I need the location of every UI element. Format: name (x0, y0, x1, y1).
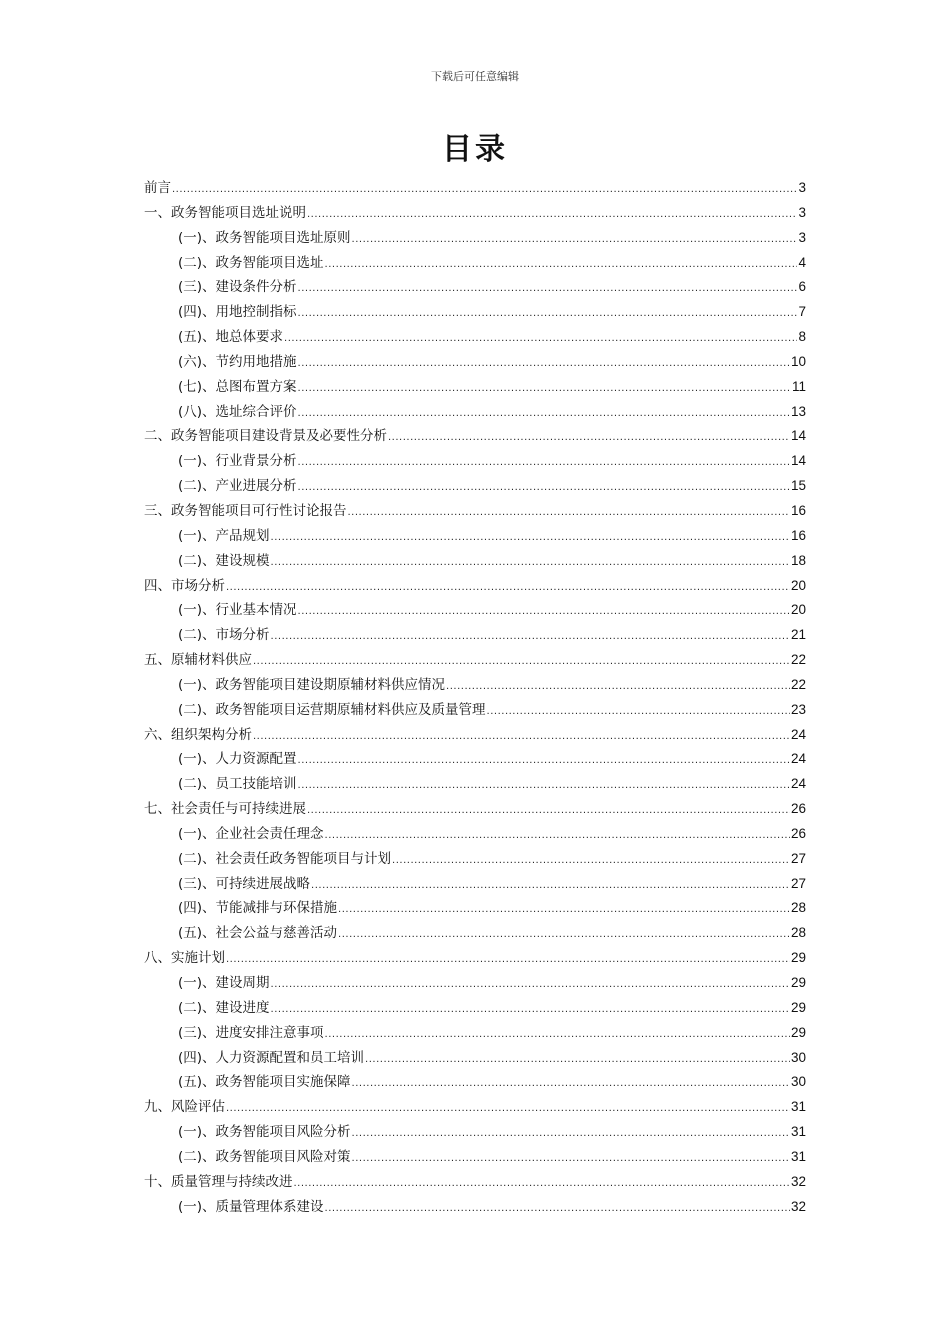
toc-page-number: 18 (790, 552, 806, 568)
toc-page-number: 20 (790, 602, 806, 618)
toc-page-number: 14 (790, 453, 806, 469)
toc-dot-leader (226, 1097, 790, 1122)
toc-entry-title: (二)、建设进度 (178, 999, 270, 1016)
toc-page-number: 32 (790, 1198, 806, 1214)
toc-entry-title: (二)、建设规模 (178, 552, 270, 569)
toc-page-number: 13 (790, 403, 806, 419)
toc-entry-title: (四)、人力资源配置和员工培训 (178, 1049, 365, 1066)
toc-page-number: 15 (790, 478, 806, 494)
toc-entry[interactable] (144, 1145, 806, 1170)
toc-dot-leader (487, 700, 790, 725)
toc-dot-leader (294, 1172, 790, 1197)
toc-entry[interactable] (144, 201, 806, 226)
toc-entry-title: (二)、产业进展分析 (178, 478, 297, 495)
toc-entry[interactable] (144, 723, 806, 748)
toc-entry-title: (一)、行业背景分析 (178, 453, 297, 470)
toc-page-number: 30 (790, 1074, 806, 1090)
toc-entry-title: (六)、节约用地措施 (178, 353, 297, 370)
toc-page-number: 27 (790, 850, 806, 866)
toc-entry[interactable] (144, 946, 806, 971)
toc-entry[interactable] (144, 971, 806, 996)
toc-dot-leader (348, 501, 790, 526)
toc-entry-title: (二)、社会责任政务智能项目与计划 (178, 850, 392, 867)
toc-page-number: 31 (790, 1124, 806, 1140)
toc-entry[interactable] (144, 325, 806, 350)
toc-dot-leader (352, 1122, 790, 1147)
toc-dot-leader (298, 402, 790, 427)
toc-entry[interactable] (144, 1170, 806, 1195)
toc-entry[interactable] (144, 549, 806, 574)
toc-page-number: 3 (798, 180, 806, 195)
toc-page-number: 4 (798, 254, 806, 270)
toc-page-number: 22 (790, 652, 806, 668)
toc-entry[interactable] (144, 598, 806, 623)
toc-page-number: 14 (790, 428, 806, 444)
toc-entry[interactable] (144, 1195, 806, 1220)
toc-entry[interactable] (144, 449, 806, 474)
toc-entry-title: (一)、政务智能项目风险分析 (178, 1124, 351, 1141)
toc-dot-leader (271, 998, 790, 1023)
toc-page-number: 31 (790, 1099, 806, 1115)
toc-dot-leader (298, 600, 790, 625)
toc-title: 目录 (442, 132, 508, 167)
toc-dot-leader (284, 327, 797, 352)
toc-dot-leader (298, 377, 791, 402)
toc-page-number: 16 (790, 527, 806, 543)
toc-entry[interactable] (144, 1070, 806, 1095)
toc-page-number: 3 (798, 204, 806, 220)
toc-entry-title: (一)、行业基本情况 (178, 602, 297, 619)
toc-entry[interactable] (144, 896, 806, 921)
toc-page-number: 10 (790, 353, 806, 369)
toc-entry[interactable] (144, 226, 806, 251)
toc-entry-title: (三)、建设条件分析 (178, 279, 297, 296)
toc-page-number: 7 (798, 304, 806, 320)
toc-entry-title: (一)、政务智能项目建设期原辅材料供应情况 (178, 676, 446, 693)
toc-entry[interactable] (144, 673, 806, 698)
toc-dot-leader (325, 253, 798, 278)
toc-dot-leader (338, 898, 790, 923)
toc-page-number: 6 (798, 279, 806, 295)
toc-entry-title: 一、政务智能项目选址说明 (144, 204, 306, 221)
toc-page-number: 32 (790, 1173, 806, 1189)
toc-page-number: 26 (790, 825, 806, 841)
toc-entry-title: (一)、质量管理体系建设 (178, 1198, 324, 1215)
toc-dot-leader (325, 1023, 790, 1048)
toc-entry[interactable] (144, 474, 806, 499)
toc-entry[interactable] (144, 275, 806, 300)
toc-entry[interactable] (144, 1021, 806, 1046)
toc-page-number: 20 (790, 577, 806, 593)
toc-page-number: 29 (790, 999, 806, 1015)
toc-dot-leader (352, 1072, 790, 1097)
toc-dot-leader (226, 576, 790, 601)
toc-entry-title: 七、社会责任与可持续进展 (144, 801, 306, 818)
toc-dot-leader (172, 178, 797, 203)
toc-entry[interactable] (144, 772, 806, 797)
toc-dot-leader (365, 1048, 790, 1073)
toc-page-number: 8 (798, 329, 806, 345)
toc-entry-title: (一)、政务智能项目选址原则 (178, 229, 351, 246)
toc-entry-title: 九、风险评估 (144, 1099, 225, 1116)
toc-entry[interactable] (144, 747, 806, 772)
toc-entry[interactable] (144, 375, 806, 400)
toc-dot-leader (325, 1197, 790, 1222)
toc-dot-leader (307, 799, 790, 824)
toc-page-number: 3 (798, 229, 806, 245)
toc-entry[interactable] (144, 424, 806, 449)
toc-page-number: 31 (790, 1148, 806, 1164)
toc-entry[interactable] (144, 648, 806, 673)
toc-page-number: 11 (791, 378, 806, 394)
toc-dot-leader (271, 625, 790, 650)
toc-entry-title: (一)、人力资源配置 (178, 751, 297, 768)
toc-dot-leader (271, 551, 790, 576)
toc-page-number: 29 (790, 1024, 806, 1040)
toc-dot-leader (392, 849, 790, 874)
toc-entry-title: 二、政务智能项目建设背景及必要性分析 (144, 428, 387, 445)
toc-entry-title: (三)、进度安排注意事项 (178, 1024, 324, 1041)
toc-page-number: 26 (790, 801, 806, 817)
toc-entry[interactable] (144, 623, 806, 648)
toc-dot-leader (298, 302, 798, 327)
toc-entry[interactable] (144, 872, 806, 897)
toc-entry[interactable] (144, 921, 806, 946)
toc-page-number: 24 (790, 776, 806, 792)
toc-entry[interactable] (144, 574, 806, 599)
toc-entry[interactable] (144, 698, 806, 723)
toc-entry-title: 前言 (144, 180, 171, 196)
toc-entry[interactable] (144, 822, 806, 847)
toc-page-number: 28 (790, 925, 806, 941)
toc-entry-title: (一)、产品规划 (178, 527, 270, 544)
toc-dot-leader (298, 451, 790, 476)
toc-dot-leader (271, 973, 790, 998)
toc-entry-title: (一)、建设周期 (178, 975, 270, 991)
toc-entry[interactable] (144, 499, 806, 524)
toc-entry-title: (二)、市场分析 (178, 627, 270, 644)
toc-dot-leader (388, 426, 790, 451)
toc-entry-title: (二)、政务智能项目选址 (178, 254, 324, 271)
toc-entry-title: (二)、员工技能培训 (178, 776, 297, 793)
toc-page-number: 16 (790, 502, 806, 518)
table-of-contents (144, 176, 806, 1219)
toc-entry-title: (三)、可持续进展战略 (178, 875, 311, 892)
toc-entry-title: (二)、政务智能项目运营期原辅材料供应及质量管理 (178, 701, 486, 718)
toc-entry-title: (七)、总图布置方案 (178, 378, 297, 395)
toc-entry[interactable] (144, 300, 806, 325)
toc-entry[interactable] (144, 996, 806, 1021)
toc-dot-leader (298, 277, 798, 302)
toc-dot-leader (298, 774, 790, 799)
toc-dot-leader (298, 476, 790, 501)
toc-entry[interactable] (144, 797, 806, 822)
toc-entry[interactable] (144, 251, 806, 276)
toc-dot-leader (307, 203, 797, 228)
toc-entry[interactable] (144, 176, 806, 201)
toc-dot-leader (311, 874, 790, 899)
toc-page-number: 21 (790, 627, 806, 643)
toc-dot-leader (298, 749, 790, 774)
toc-page-number: 27 (790, 875, 806, 891)
toc-entry-title: 四、市场分析 (144, 577, 225, 594)
toc-entry-title: (二)、政务智能项目风险对策 (178, 1148, 351, 1165)
toc-entry-title: 三、政务智能项目可行性讨论报告 (144, 502, 347, 519)
toc-entry-title: (一)、企业社会责任理念 (178, 825, 324, 842)
toc-dot-leader (352, 1147, 790, 1172)
toc-dot-leader (226, 948, 790, 973)
toc-entry-title: 五、原辅材料供应 (144, 652, 252, 669)
toc-entry[interactable] (144, 1095, 806, 1120)
toc-page-number: 23 (790, 701, 806, 717)
toc-entry-title: 八、实施计划 (144, 950, 225, 967)
toc-entry[interactable] (144, 350, 806, 375)
toc-page-number: 24 (790, 726, 806, 742)
toc-entry-title: (五)、政务智能项目实施保障 (178, 1074, 351, 1091)
toc-entry[interactable] (144, 400, 806, 425)
toc-dot-leader (253, 725, 790, 750)
toc-dot-leader (446, 675, 790, 700)
toc-dot-leader (253, 650, 790, 675)
toc-dot-leader (325, 824, 790, 849)
toc-entry[interactable] (144, 524, 806, 549)
toc-page-number: 24 (790, 751, 806, 767)
toc-entry-title: 十、质量管理与持续改进 (144, 1173, 293, 1190)
toc-entry[interactable] (144, 1046, 806, 1071)
toc-entry-title: 六、组织架构分析 (144, 726, 252, 743)
toc-dot-leader (298, 352, 790, 377)
toc-entry-title: (四)、节能减排与环保措施 (178, 900, 338, 917)
toc-entry-title: (四)、用地控制指标 (178, 304, 297, 321)
toc-entry-title: (五)、地总体要求 (178, 329, 284, 346)
toc-dot-leader (352, 228, 798, 253)
toc-entry[interactable] (144, 847, 806, 872)
toc-page-number: 30 (790, 1049, 806, 1065)
toc-dot-leader (338, 923, 790, 948)
toc-entry[interactable] (144, 1120, 806, 1145)
page-header-note: 下载后可任意编辑 (431, 70, 519, 83)
toc-page-number: 22 (790, 676, 806, 692)
toc-entry-title: (五)、社会公益与慈善活动 (178, 925, 338, 942)
toc-page-number: 29 (790, 950, 806, 966)
toc-page-number: 28 (790, 900, 806, 916)
toc-entry-title: (八)、选址综合评价 (178, 403, 297, 420)
toc-page-number: 29 (790, 975, 806, 990)
toc-dot-leader (271, 526, 790, 551)
